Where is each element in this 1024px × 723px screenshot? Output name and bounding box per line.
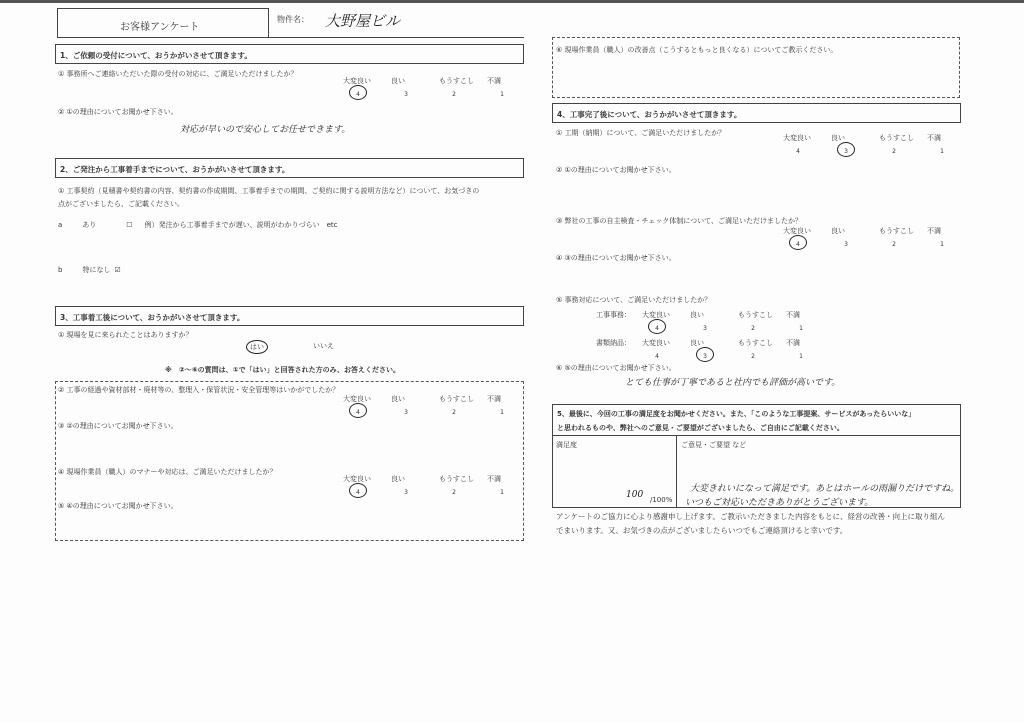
s4-q3-scale: 大変良い 4 良い 3 もうすこし 2 不満 1 — [783, 227, 944, 248]
divider — [269, 37, 524, 38]
s4-q4: ④ ③の理由についてお聞かせ下さい。 — [556, 254, 676, 262]
selected-circle — [349, 403, 367, 418]
s1-q1-scale: 大変良い 4 良い 3 もうすこし 2 不満 1 — [343, 77, 504, 98]
s4-q6-answer: とても仕事が丁寧であると社内でも評価が高いです。 — [625, 378, 841, 388]
selected-circle — [696, 347, 714, 362]
s3-note: ※ ②～⑥の質問は、①で「はい」と回答された方のみ、お答えください。 — [165, 366, 401, 374]
property-label: 物件名： — [277, 15, 309, 24]
s3-q2-scale: 大変良い 4 良い 3 もうすこし 2 不満 1 — [343, 395, 504, 416]
s4-q3: ③ 弊社の工事の自主検査・チェック体制について、ご満足いただけましたか？ — [556, 217, 803, 225]
s2-option-a: a あり ☐ 例）発注から工事着手までが遅い、説明がわかりづらい etc — [58, 221, 338, 229]
property-name: 大野屋ビル — [325, 12, 401, 30]
s4-q5-row2-scale: 大変良い 4 良い 3 もうすこし 2 不満 1 — [642, 339, 803, 360]
s1-q1: ① 事務所へご連絡いただいた際の受付の対応に、ご満足いただけましたか？ — [58, 70, 298, 78]
table-divider — [676, 436, 677, 508]
satisfaction-label: 満足度 — [556, 441, 577, 449]
s3-q1: ① 現場を見に来られたことはありますか？ — [58, 331, 193, 339]
scan-edge — [0, 0, 1024, 3]
s3-q5: ⑤ ④の理由についてお聞かせ下さい。 — [58, 502, 178, 510]
satisfaction-value: 100 — [626, 490, 644, 500]
section4-header: 4、工事完了後について、おうかがいさせて頂きます。 — [552, 103, 961, 123]
s3-q4-scale: 大変良い 4 良い 3 もうすこし 2 不満 1 — [343, 475, 504, 496]
page-title: お客様アンケート — [120, 22, 200, 33]
s2-option-b: b 特になし ☑ — [58, 266, 121, 274]
s2-q1-line1: ① 工事契約（見積書や契約書の内容、契約書の作成期間、工事着手までの期間、ご契約に関する説明方法など）について、お気づきの — [58, 187, 480, 195]
option-b-checkbox[interactable]: ☑ — [114, 266, 121, 274]
selected-circle — [789, 235, 807, 250]
section1-header: 1、ご依頼の受付について、おうかがいさせて頂きます。 — [55, 44, 524, 64]
selected-circle — [349, 483, 367, 498]
comments-label: ご意見・ご要望 など — [681, 441, 747, 449]
section5-header: 5、最後に、今回の工事の満足度をお聞かせください。また、「このような工事提案、サービスがあったらいいな」 と思われるものや、弊社へのご意見・ご要望がございましたら、ご自由にご記載ください。 — [552, 404, 961, 436]
s4-q5-row2-label: 書類納品： — [596, 339, 631, 347]
selected-circle — [837, 142, 855, 157]
option-a-checkbox[interactable]: ☐ — [126, 221, 133, 229]
comment-line1: 大変きれいになって満足です。あとはホールの雨漏りだけですね。 — [690, 484, 960, 494]
comment-line2: いつもご対応いただきありがとうございます。 — [685, 498, 874, 508]
title-box — [57, 8, 269, 38]
s1-q2-answer: 対応が早いので安心してお任せできます。 — [180, 125, 351, 135]
s3-q1-no: いいえ — [313, 342, 334, 350]
s4-q5-row1-scale: 大変良い 4 良い 3 もうすこし 2 不満 1 — [642, 311, 803, 332]
s4-q5-row1-label: 工事事務： — [596, 311, 631, 319]
satisfaction-unit: /100% — [650, 496, 673, 504]
selected-circle — [648, 319, 666, 334]
s4-q2: ② ①の理由についてお聞かせ下さい。 — [556, 166, 676, 174]
s1-q2: ② ①の理由についてお聞かせ下さい。 — [58, 108, 178, 116]
s3-q6: ⑥ 現場作業員（職人）の改善点（こうするともっと良くなる）についてご教示ください。 — [556, 46, 838, 54]
s4-q1: ① 工期（納期）について、ご満足いただけましたか？ — [556, 129, 726, 137]
section2-header: 2、ご発注から工事着手までについて、おうかがいさせて頂きます。 — [55, 158, 524, 178]
s4-q5: ⑤ 事務対応について、ご満足いただけましたか？ — [556, 296, 712, 304]
selected-circle — [349, 85, 367, 100]
s3-q1-yes: はい — [246, 340, 268, 354]
s3-q4: ④ 現場作業員（職人）のマナーや対応は、ご満足いただけましたか？ — [58, 468, 277, 476]
section3-header: 3、工事着工後について、おうかがいさせて頂きます。 — [55, 306, 524, 326]
s3-q3: ③ ②の理由についてお聞かせ下さい。 — [58, 422, 178, 430]
footer-line1: アンケートのご協力に心より感謝申し上げます。ご教示いただきました内容をもとに、経営の改善・向上に取り組ん — [556, 512, 945, 521]
s4-q1-scale: 大変良い 4 良い 3 もうすこし 2 不満 1 — [783, 134, 944, 155]
s4-q6: ⑥ ⑤の理由についてお聞かせ下さい。 — [556, 364, 676, 372]
s2-q1-line2: 点がございましたら、ご記載ください。 — [58, 200, 184, 208]
footer-line2: でまいります。又、お気づきの点がございましたらいつでもご連絡頂けると幸いです。 — [556, 526, 848, 535]
s3-q2: ② 工事の経過や資材部材・廃材等の、整理入・保管状況・安全管理等はいかがでしたか？ — [58, 386, 340, 394]
